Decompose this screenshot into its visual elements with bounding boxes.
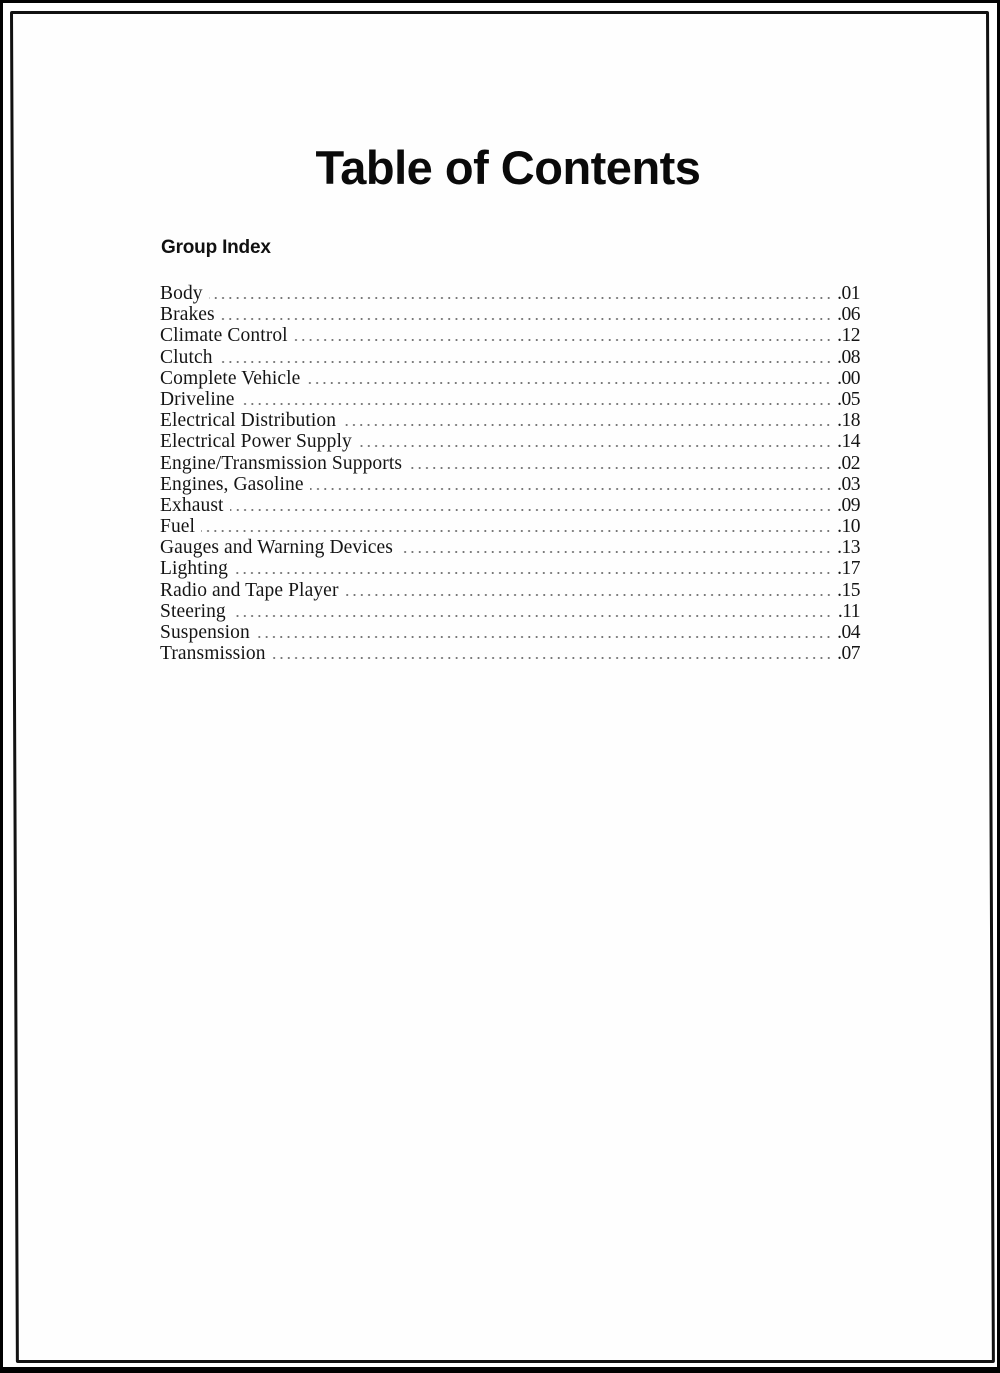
toc-entry-label: Electrical Power Supply bbox=[160, 431, 352, 453]
toc-entry-engine-transmission-supports[interactable] bbox=[160, 453, 860, 474]
toc-entry-transmission[interactable] bbox=[160, 643, 860, 664]
toc-entry-electrical-power-supply[interactable] bbox=[160, 431, 860, 452]
toc-entry-steering[interactable] bbox=[160, 601, 860, 622]
toc-list bbox=[160, 283, 860, 664]
toc-entry-label: Body bbox=[160, 283, 203, 304]
group-index-section bbox=[160, 237, 860, 664]
toc-entry-label: Exhaust bbox=[160, 494, 224, 516]
toc-entry-label: Suspension bbox=[160, 622, 250, 643]
page-title: Table of Contents bbox=[315, 141, 701, 194]
toc-entry-exhaust[interactable] bbox=[160, 495, 860, 516]
dot-leader bbox=[232, 615, 832, 617]
toc-entry-label: Engine/Transmission Supports bbox=[160, 452, 403, 474]
toc-entry-brakes[interactable] bbox=[160, 304, 860, 325]
toc-entry-page: .02 bbox=[837, 452, 860, 474]
toc-entry-label: Fuel bbox=[160, 516, 196, 538]
toc-entry-body[interactable] bbox=[160, 283, 860, 304]
toc-entry-engines-gasoline[interactable] bbox=[160, 474, 860, 495]
toc-entry-page: .15 bbox=[837, 579, 860, 601]
toc-entry-label: Driveline bbox=[160, 388, 235, 410]
toc-entry-label: Clutch bbox=[160, 346, 213, 368]
toc-entry-electrical-distribution[interactable] bbox=[160, 410, 860, 431]
toc-entry-lighting[interactable] bbox=[160, 558, 860, 579]
toc-entry-radio-and-tape-player[interactable] bbox=[160, 580, 860, 601]
dot-leader bbox=[234, 572, 832, 574]
toc-entry-page: .09 bbox=[837, 494, 860, 516]
toc-entry-complete-vehicle[interactable] bbox=[160, 368, 860, 389]
toc-entry-page: .00 bbox=[837, 367, 860, 389]
toc-entry-label: Radio and Tape Player bbox=[160, 579, 339, 601]
toc-entry-label: Gauges and Warning Devices bbox=[160, 537, 393, 559]
toc-entry-page: .07 bbox=[837, 643, 860, 665]
toc-entry-driveline[interactable] bbox=[160, 389, 860, 410]
dot-leader bbox=[310, 488, 832, 490]
section-heading: Group Index bbox=[161, 237, 271, 258]
toc-entry-gauges-and-warning-devices[interactable] bbox=[160, 537, 860, 558]
toc-entry-page: .14 bbox=[837, 431, 860, 453]
toc-entry-fuel[interactable] bbox=[160, 516, 860, 537]
toc-entry-page: .13 bbox=[837, 537, 860, 559]
toc-entry-label: Transmission bbox=[160, 643, 266, 665]
dot-leader bbox=[201, 530, 832, 532]
toc-entry-page: .17 bbox=[837, 558, 860, 580]
toc-entry-climate-control[interactable] bbox=[160, 325, 860, 346]
dot-leader bbox=[399, 551, 832, 553]
toc-entry-page: .06 bbox=[837, 304, 860, 326]
toc-entry-page: .11 bbox=[837, 600, 860, 622]
dot-leader bbox=[306, 382, 832, 384]
dot-leader bbox=[256, 636, 832, 638]
toc-entry-page: .05 bbox=[837, 388, 860, 410]
toc-entry-label: Brakes bbox=[160, 304, 215, 326]
toc-entry-label: Steering bbox=[160, 600, 226, 622]
dot-leader bbox=[219, 361, 832, 363]
page-outer-frame bbox=[3, 3, 997, 1367]
toc-entry-page: .12 bbox=[837, 325, 860, 347]
toc-entry-clutch[interactable] bbox=[160, 347, 860, 368]
dot-leader bbox=[241, 403, 832, 405]
dot-leader bbox=[272, 657, 832, 659]
dot-leader bbox=[230, 509, 832, 511]
toc-entry-label: Climate Control bbox=[160, 325, 288, 347]
dot-leader bbox=[408, 467, 832, 469]
toc-entry-label: Engines, Gasoline bbox=[160, 473, 304, 495]
toc-entry-page: .01 bbox=[837, 283, 860, 304]
toc-entry-page: .04 bbox=[837, 622, 860, 643]
page-border bbox=[10, 11, 995, 1363]
toc-entry-page: .08 bbox=[837, 346, 860, 368]
dot-leader bbox=[209, 297, 832, 299]
toc-entry-label: Complete Vehicle bbox=[160, 367, 301, 389]
dot-leader bbox=[221, 318, 832, 320]
dot-leader bbox=[294, 339, 832, 341]
toc-entry-page: .03 bbox=[837, 473, 860, 495]
dot-leader bbox=[345, 594, 832, 596]
toc-entry-label: Lighting bbox=[160, 558, 228, 580]
dot-leader bbox=[358, 445, 832, 447]
toc-entry-label: Electrical Distribution bbox=[160, 410, 337, 432]
toc-entry-suspension[interactable] bbox=[160, 622, 860, 643]
toc-entry-page: .10 bbox=[837, 516, 860, 538]
dot-leader bbox=[342, 424, 832, 426]
toc-entry-page: .18 bbox=[837, 410, 860, 432]
